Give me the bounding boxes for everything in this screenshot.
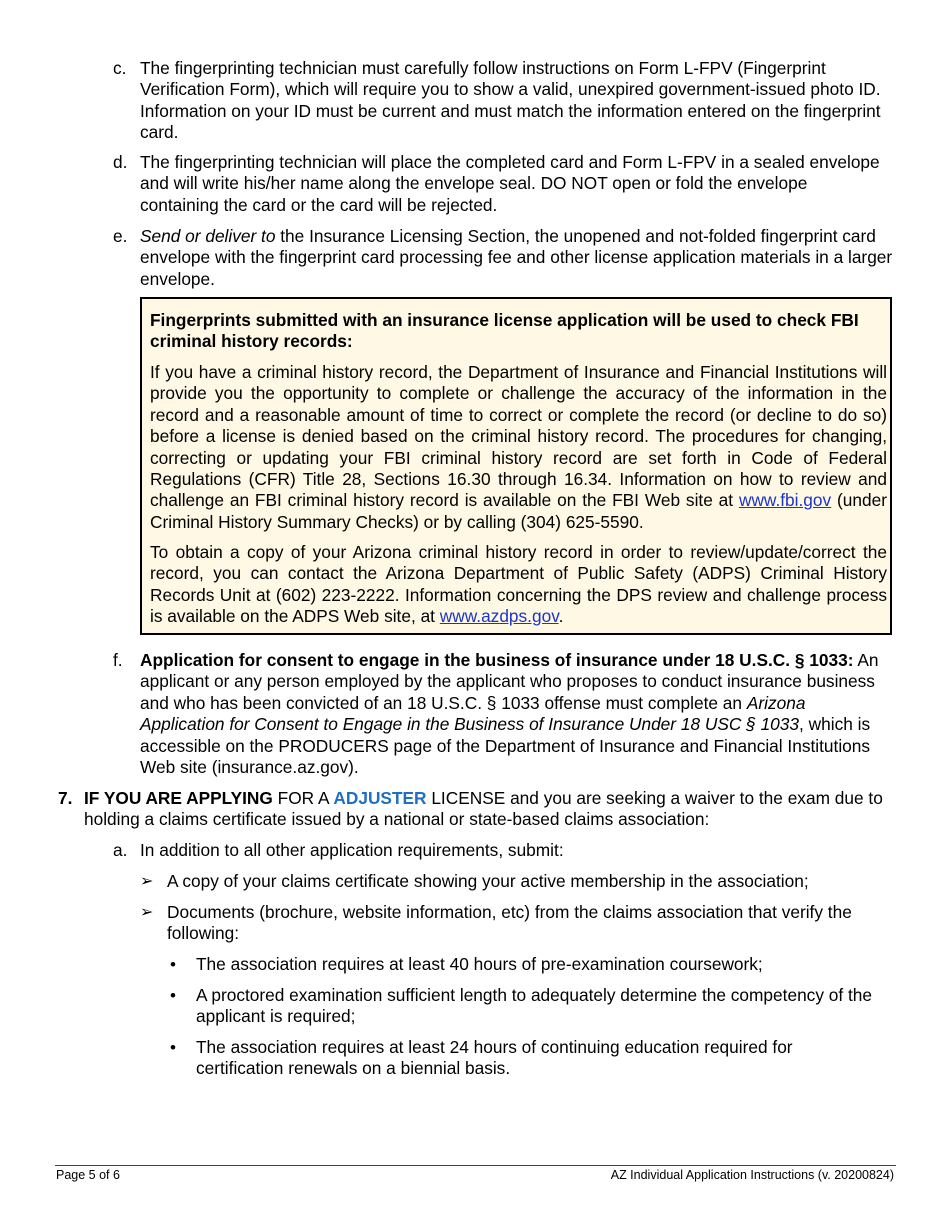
bullet-item: The association requires at least 24 hours of continuing education required for certification renewals on a biennial basis. — [196, 1037, 793, 1079]
section-7-text: IF YOU ARE APPLYING FOR A ADJUSTER LICENSE and you are seeking a waiver to the exam due to holding a claims certificate issued by a national or state-based claims association: — [84, 788, 883, 830]
arrow-item: A copy of your claims certificate showing your active membership in the association; — [167, 871, 809, 891]
item-e-body: the Insurance Licensing Section, the unopened and not-folded fingerprint card envelope with the fingerprint card processing fee and other license application materials in a larger envelope. — [140, 226, 893, 289]
footer-divider — [55, 1165, 896, 1166]
bullet-icon: • — [170, 1038, 176, 1057]
footer-page-number: Page 5 of 6 — [56, 1168, 120, 1182]
arrow-item: Documents (brochure, website information, etc) from the claims association that verify the following: — [167, 902, 852, 944]
notice-heading: Fingerprints submitted with an insurance license application will be used to check FBI criminal history records: — [150, 310, 859, 352]
azdps-link[interactable]: www.azdps.gov — [439, 606, 559, 627]
item-c-label: c. — [113, 58, 127, 78]
item-e-italic-lead: Send or deliver to — [140, 226, 276, 246]
fbi-link[interactable]: www.fbi.gov — [738, 490, 832, 511]
fbi-notice-box — [140, 297, 892, 635]
item-e-label: e. — [113, 226, 128, 246]
item-c-text: The fingerprinting technician must carefully follow instructions on Form L-FPV (Fingerprint Verification Form), which will require you to show a valid, unexpired government-issued photo ID. Information on your ID must be current and must match the information entered on the fingerprint card. — [140, 58, 881, 143]
bullet-item: A proctored examination sufficient length to adequately determine the competency of the applicant is required; — [196, 985, 872, 1027]
section-7-number: 7. — [58, 788, 73, 808]
item-f-text: Application for consent to engage in the business of insurance under 18 U.S.C. § 1033: An applicant or any person employed by the applicant who proposes to conduct insurance business and who has been convicted of an 18 U.S.C. § 1033 offense must complete an Arizona Application for Consent to Engage in the Business of Insurance Under 18 USC § 1033, which is accessible on the PRODUCERS page of the Department of Insurance and Financial Institutions Web site (insurance.az.gov). — [140, 650, 879, 778]
item-d-label: d. — [113, 152, 128, 172]
section-7a-text: In addition to all other application requirements, submit: — [140, 840, 564, 860]
notice-paragraph-fbi: If you have a criminal history record, the Department of Insurance and Financial Institutions will provide you the opportunity to complete or challenge the accuracy of the information in the record and a reasonable amount of time to correct or complete the record (or decline to do so) before a license is denied based on the criminal history record. The procedures for changing, correcting or updating your FBI criminal history record are set forth in Code of Federal Regulations (CFR) Title 28, Sections 16.30 through 16.34. Information on how to review and challenge an FBI criminal history record is available on the FBI Web site at www.fbi.gov (under Criminal History Summary Checks) or by calling (304) 625-5590. — [150, 362, 887, 532]
item-d-text: The fingerprinting technician will place the completed card and Form L-FPV in a sealed envelope and will write his/her name along the envelope seal. DO NOT open or fold the envelope containing the card or the card will be rejected. — [140, 152, 880, 215]
item-f-heading: Application for consent to engage in the business of insurance under 18 U.S.C. § 1033: — [140, 650, 854, 670]
section-7a-label: a. — [113, 840, 128, 860]
notice-paragraph-adps: To obtain a copy of your Arizona criminal history record in order to review/update/correct the record, you can contact the Arizona Department of Public Safety (ADPS) Criminal History Records Unit at (602) 223-2222. Information concerning the DPS review and challenge process is available on the ADPS Web site, at www.azdps.gov. — [150, 542, 887, 627]
arrow-bullet-icon: ➢ — [140, 904, 154, 921]
bullet-icon: • — [170, 955, 176, 974]
footer-document-title: AZ Individual Application Instructions (v. 20200824) — [610, 1168, 894, 1182]
bullet-icon: • — [170, 986, 176, 1005]
bullet-item: The association requires at least 40 hours of pre-examination coursework; — [196, 954, 763, 974]
item-f-label: f. — [113, 650, 123, 670]
adjuster-keyword: ADJUSTER — [333, 788, 427, 808]
item-e-text — [140, 226, 900, 290]
item-f-form-title: Arizona Application for Consent to Engage in the Business of Insurance Under 18 USC § 1033 — [140, 692, 806, 735]
arrow-bullet-icon: ➢ — [140, 873, 154, 890]
